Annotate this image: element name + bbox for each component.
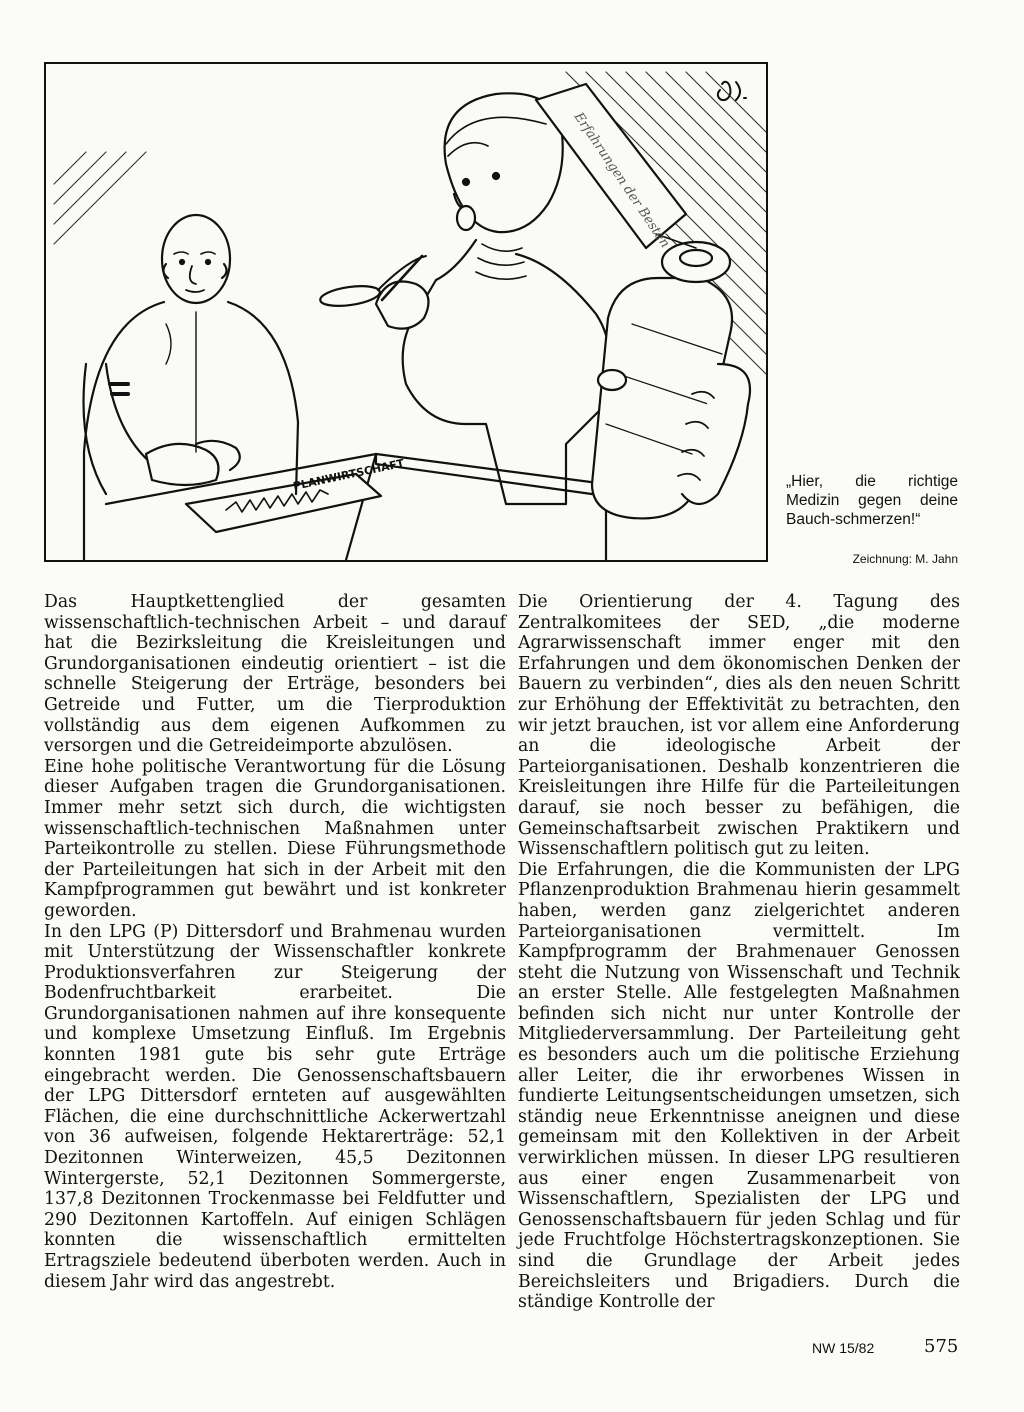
- cartoon-caption: „Hier, die richtige Medizin gegen deine Bauch-schmerzen!“: [786, 473, 958, 528]
- medicine-bottle: [592, 242, 750, 518]
- article-paragraph: Eine hohe politische Verantwortung für die Lösung dieser Aufgaben tragen die Grundorganisationen. Immer mehr setzt sich durch, die wichtigsten wissenschaftlich-technischen Maßnahmen unter Parteikontrolle zu stellen. Diese Führungsmethode der Parteileitungen hat sich in der Arbeit mit den Kampfprogrammen gut bewährt und ist konkreter geworden.: [44, 756, 506, 921]
- journal-issue: NW 15/82: [812, 1340, 875, 1356]
- article-paragraph: Das Hauptkettenglied der gesamten wissenschaftlich-technischen Arbeit – und darauf hat die Bezirksleitung die Kreisleitungen und Grundorganisationen eindeutig orientiert – ist die schnelle Steigerung der Erträge, besonders bei Getreide und Futter, um die Tierproduktion vollständig aus dem eigenen Aufkommen zu versorgen und die Getreideimporte abzulösen.: [44, 592, 506, 757]
- cartoon-illustration: [44, 62, 768, 562]
- article-paragraph: Die Orientierung der 4. Tagung des Zentralkomitees der SED, „die moderne Agrarwissenschaft immer enger mit den Erfahrungen und dem ökonomischen Denken der Bauern zu verbinden“, dies als den neuen Schritt zur Erhöhung der Effektivität zu betrachten, den wir jetzt brauchen, ist vor allem eine Anforderung an die ideologische Arbeit der Parteiorganisationen. Deshalb konzentrieren die Kreisleitungen ihre Hilfe für die Parteileitungen darauf, sie noch besser zu befähigen, die Gemeinschaftsarbeit zwischen Praktikern und Wissenschaftlern politisch gut zu leiten.: [518, 592, 960, 860]
- cartoon-credit: Zeichnung: M. Jahn: [852, 552, 958, 566]
- bottle-tag-label: Erfahrungen der Besten: [570, 109, 673, 251]
- plan-document-label: PLANWIRTSCHAFT: [291, 456, 406, 493]
- article-right-column: [518, 592, 960, 1313]
- page-number: 575: [924, 1336, 959, 1357]
- article-paragraph: In den LPG (P) Dittersdorf und Brahmenau wurden mit Unterstützung der Wissenschaftler konkrete Produktionsverfahren zur Steigerung der Bodenfruchtbarkeit erarbeitet. Die Grundorganisationen nahmen auf ihre konsequente und komplexe Umsetzung Einfluß. Im Ergebnis konnten 1981 gute bis sehr gute Erträge eingebracht werden. Die Genossenschaftsbauern der LPG Dittersdorf ernteten auf ausgewählten Flächen, die eine durchschnittliche Ackerwertzahl von 36 aufweisen, folgende Hektarerträge: 52,1 Dezitonnen Winterweizen, 45,5 Dezitonnen Wintergerste, 52,1 Dezitonnen Sommergerste, 137,8 Dezitonnen Trockenmasse bei Feldfutter und 290 Dezitonnen Kartoffeln. Auf einigen Schlägen konnten die wissenschaftlich ermittelten Ertragsziele bedeutend überboten werden. Auch in diesem Jahr wird das angestrebt.: [44, 921, 506, 1292]
- article-paragraph: Die Erfahrungen, die die Kommunisten der LPG Pflanzenproduktion Brahmenau hierin gesammelt haben, werden ganz zielgerichtet anderen Parteiorganisationen vermittelt. Im Kampfprogramm der Brahmenauer Genossen steht die Nutzung von Wissenschaft und Technik an erster Stelle. Alle festgelegten Maßnahmen befinden sich nicht nur unter Kontrolle der Mitgliederversammlung. Der Parteileitung geht es besonders auch um die politische Erziehung aller Leiter, die ihr erworbenes Wissen in fundierte Leitungsentscheidungen umsetzen, sich ständig neue Erkenntnisse aneignen und diese gemeinsam mit den Kollektiven in der Arbeit verwirklichen müssen. In dieser LPG resultieren aus einer engen Zusammenarbeit von Wissenschaftlern, Spezialisten der LPG und Genossenschaftsbauern für jeden Schlag und für jede Fruchtfolge Höchstertragskonzeptionen. Sie sind die Grundlage der Arbeit jedes Bereichsleiters und Brigadiers. Durch die ständige Kontrolle der: [518, 859, 960, 1313]
- article-left-column: [44, 592, 506, 1292]
